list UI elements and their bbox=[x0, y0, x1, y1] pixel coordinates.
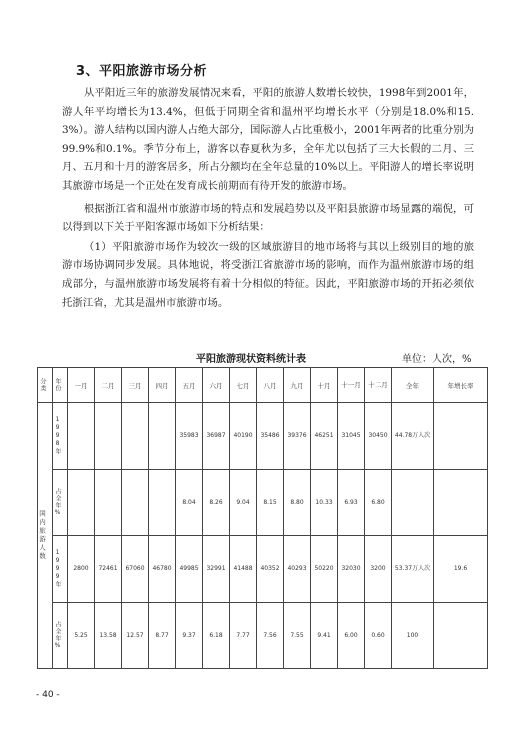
data-cell: 13.58 bbox=[95, 602, 122, 669]
data-cell bbox=[149, 469, 176, 536]
data-cell: 46251 bbox=[311, 403, 338, 470]
data-cell: 3200 bbox=[365, 536, 392, 603]
header-month: 一月 bbox=[68, 368, 95, 403]
header-month: 十二月 bbox=[365, 368, 392, 403]
paragraph-market-overview: 从平阳近三年的旅游发展情况来看，平阳的旅游人数增长较快，1998年到2001年，游人年平均增长为13.4%，但低于同期全省和温州平均增长水平（分别是18.0%和15.3%）。游人结构以国内游人占绝大部分，国际游人占比重极小，2001年两者的比重分别为99.9%和0.1%。季节分布上，游客以春夏秋为多，全年尤以包括了三大长假的二月、三月、五月和十月的游客居多，所占分额均在全年总量的10%以上。平阳游人的增长率说明其旅游市场是一个正处在发育成长前期而有待开发的旅游市场。 bbox=[62, 87, 474, 192]
section-heading: 3、平阳旅游市场分析 bbox=[76, 64, 208, 79]
table-row bbox=[38, 602, 488, 669]
data-cell: 8.04 bbox=[176, 469, 203, 536]
table-unit: 单位：人次，% bbox=[402, 354, 472, 365]
full-year-cell: 53.37万人次 bbox=[392, 536, 434, 603]
header-month: 二月 bbox=[95, 368, 122, 403]
data-cell: 7.56 bbox=[257, 602, 284, 669]
data-cell: 31045 bbox=[338, 403, 365, 470]
data-cell: 0.60 bbox=[365, 602, 392, 669]
data-cell: 9.04 bbox=[230, 469, 257, 536]
growth-cell: 19.6 bbox=[434, 536, 488, 603]
data-cell bbox=[95, 403, 122, 470]
data-cell bbox=[68, 469, 95, 536]
data-cell: 8.77 bbox=[149, 602, 176, 669]
table-title: 平阳旅游现状资料统计表 bbox=[196, 354, 306, 365]
data-cell: 9.41 bbox=[311, 602, 338, 669]
year-cell: 1999年 bbox=[53, 536, 68, 603]
page-number: - 40 - bbox=[36, 690, 60, 700]
data-cell: 6.80 bbox=[365, 469, 392, 536]
year-cell: 占全年% bbox=[53, 602, 68, 669]
data-cell bbox=[68, 403, 95, 470]
tourism-stats-table bbox=[37, 367, 488, 669]
header-category: 分类 bbox=[38, 368, 53, 403]
data-cell: 6.00 bbox=[338, 602, 365, 669]
data-cell: 40352 bbox=[257, 536, 284, 603]
data-cell: 50220 bbox=[311, 536, 338, 603]
header-month: 五月 bbox=[176, 368, 203, 403]
header-month: 十月 bbox=[311, 368, 338, 403]
data-cell: 12.57 bbox=[122, 602, 149, 669]
year-cell: 1998年 bbox=[53, 403, 68, 470]
header-month: 七月 bbox=[230, 368, 257, 403]
table-row bbox=[38, 536, 488, 603]
header-year: 年份 bbox=[53, 368, 68, 403]
growth-cell bbox=[434, 403, 488, 470]
data-cell: 49985 bbox=[176, 536, 203, 603]
table-header-row bbox=[38, 368, 488, 403]
full-year-cell: 100 bbox=[392, 602, 434, 669]
header-month: 九月 bbox=[284, 368, 311, 403]
growth-cell bbox=[434, 602, 488, 669]
data-cell: 2800 bbox=[68, 536, 95, 603]
data-cell: 8.15 bbox=[257, 469, 284, 536]
data-cell: 30450 bbox=[365, 403, 392, 470]
category-cell: 国内旅游人数 bbox=[38, 403, 53, 669]
header-growth: 年增长率 bbox=[434, 368, 488, 403]
body-text bbox=[62, 84, 474, 312]
data-cell bbox=[95, 469, 122, 536]
data-cell: 9.37 bbox=[176, 602, 203, 669]
data-cell bbox=[149, 403, 176, 470]
data-cell: 67060 bbox=[122, 536, 149, 603]
data-cell: 32991 bbox=[203, 536, 230, 603]
data-cell: 40293 bbox=[284, 536, 311, 603]
data-cell bbox=[122, 403, 149, 470]
header-month: 四月 bbox=[149, 368, 176, 403]
data-cell: 6.18 bbox=[203, 602, 230, 669]
table-row bbox=[38, 403, 488, 470]
header-month: 八月 bbox=[257, 368, 284, 403]
year-cell: 占全年% bbox=[53, 469, 68, 536]
table-row bbox=[38, 469, 488, 536]
data-cell bbox=[122, 469, 149, 536]
data-cell: 10.33 bbox=[311, 469, 338, 536]
data-cell: 7.55 bbox=[284, 602, 311, 669]
data-cell: 7.77 bbox=[230, 602, 257, 669]
data-cell: 41488 bbox=[230, 536, 257, 603]
data-cell: 5.25 bbox=[68, 602, 95, 669]
header-month: 六月 bbox=[203, 368, 230, 403]
data-cell: 6.93 bbox=[338, 469, 365, 536]
data-cell: 32030 bbox=[338, 536, 365, 603]
data-cell: 35983 bbox=[176, 403, 203, 470]
data-cell: 35486 bbox=[257, 403, 284, 470]
growth-cell bbox=[434, 469, 488, 536]
data-cell: 8.26 bbox=[203, 469, 230, 536]
header-month: 十一月 bbox=[338, 368, 365, 403]
full-year-cell bbox=[392, 469, 434, 536]
paragraph-point-1: （1）平阳旅游市场作为较次一级的区域旅游目的地市场将与其以上级别目的地的旅游市场协调同步发展。具体地说，将受浙江省旅游市场的影响，而作为温州旅游市场的组成部分，与温州旅游市场发展将有着十分相似的特征。因此，平阳旅游市场的开拓必须依托浙江省，尤其是温州市旅游市场。 bbox=[62, 240, 474, 309]
data-cell: 36987 bbox=[203, 403, 230, 470]
data-cell: 40190 bbox=[230, 403, 257, 470]
header-month: 三月 bbox=[122, 368, 149, 403]
full-year-cell: 44.78万人次 bbox=[392, 403, 434, 470]
paragraph-analysis-intro: 根据浙江省和温州市旅游市场的特点和发展趋势以及平阳县旅游市场显露的端倪，可以得到以下关于平阳客源市场如下分析结果： bbox=[62, 202, 474, 234]
data-cell: 72461 bbox=[95, 536, 122, 603]
header-full-year: 全年 bbox=[392, 368, 434, 403]
data-cell: 46780 bbox=[149, 536, 176, 603]
data-cell: 8.80 bbox=[284, 469, 311, 536]
data-cell: 39376 bbox=[284, 403, 311, 470]
